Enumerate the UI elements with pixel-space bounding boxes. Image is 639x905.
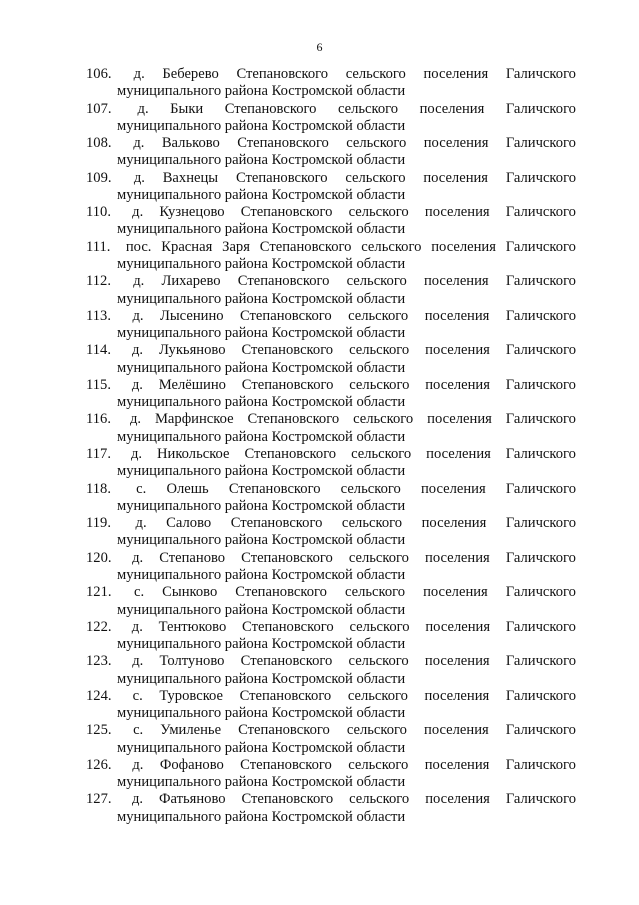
item-word: сельского [349,376,410,393]
item-word: Галичского [505,100,576,117]
list-item-continuation: муниципального района Костромской области [117,774,406,791]
item-word: поселения [423,135,489,152]
item-word: Галичского [505,653,576,670]
item-word: Сынково [162,584,218,601]
item-word: поселения [425,342,490,359]
item-word: с. [133,722,144,739]
item-word: поселения [423,169,489,186]
item-word: Галичского [505,307,576,324]
item-word: д. [129,411,142,428]
settlement-list [86,66,576,826]
item-word: Беберево [162,66,219,82]
item-word: Степановского [240,653,333,670]
item-word: Степановского [228,480,321,497]
list-item-first-line [86,66,576,83]
list-item-continuation: муниципального района Костромской области [117,256,406,273]
list-item [86,619,576,654]
item-word: сельского [348,204,409,221]
item-word: Галичского [505,446,576,463]
item-word: Степановского [259,238,352,255]
list-item-continuation: муниципального района Костромской области [117,152,406,169]
list-item [86,66,576,101]
item-word: Умиленье [160,722,222,739]
item-number: 110. [86,204,111,221]
page-number: 6 [316,40,323,54]
item-word: сельского [346,135,407,152]
list-item-first-line [86,791,576,808]
list-item-continuation: муниципального района Костромской области [117,636,406,653]
item-word: сельского [344,584,406,601]
item-number: 123. [86,653,112,670]
item-word: д. [133,66,145,82]
item-word: д. [133,169,145,186]
list-item-first-line [86,515,576,532]
item-word: д. [135,515,147,532]
item-word: Степановского [238,722,330,739]
item-word: поселения [424,687,490,704]
item-word: Лихарево [161,273,221,290]
item-word: сельского [347,687,408,704]
item-word: сельского [345,66,406,82]
item-word: сельского [340,480,401,497]
item-word: д. [131,791,144,808]
item-word: Галичского [505,169,576,186]
list-item [86,308,576,343]
item-word: Галичского [505,515,576,532]
item-number: 124. [86,687,112,704]
item-word: Степановского [240,204,333,221]
list-item [86,239,576,274]
item-word: Степановского [235,169,328,186]
item-number: 111. [86,238,111,255]
item-word: Степановского [240,756,332,773]
list-item-continuation: муниципального района Костромской области [117,325,406,342]
item-word: Толтуново [159,653,225,670]
list-item-continuation: муниципального района Костромской области [117,290,406,307]
item-word: Степановского [230,515,323,532]
item-word: поселения [431,238,496,255]
item-word: поселения [424,307,490,324]
item-word: Степановского [236,66,329,82]
item-number: 116. [86,411,111,428]
item-word: с. [134,584,145,601]
item-word: Галичского [505,238,576,255]
item-word: Галичского [505,480,576,497]
list-item-first-line [86,584,576,601]
item-number: 120. [86,549,112,566]
item-word: Степановского [241,791,334,808]
list-item-first-line [86,722,576,739]
list-item-continuation: муниципального района Костромской области [117,117,406,134]
item-word: Галичского [505,687,576,704]
item-word: поселения [425,791,490,808]
item-word: сельского [349,618,410,635]
item-word: сельского [346,273,407,290]
item-word: Галичского [505,411,576,428]
item-word: Степановского [247,411,340,428]
item-word: Галичского [505,204,576,221]
list-item [86,377,576,412]
item-word: Степановского [235,584,327,601]
item-number: 127. [86,791,112,808]
item-word: поселения [423,66,489,82]
list-item-continuation: муниципального района Костромской области [117,808,406,825]
item-word: Салово [166,515,212,532]
item-word: Галичского [505,273,576,290]
item-word: сельского [345,169,406,186]
item-number: 119. [86,515,111,532]
item-word: Фофаново [159,756,224,773]
item-word: поселения [423,584,488,601]
item-word: поселения [425,549,490,566]
item-word: Мелёшино [158,376,226,393]
item-word: д. [133,273,145,290]
list-item-continuation: муниципального района Костромской области [117,670,406,687]
item-word: поселения [426,446,491,463]
item-word: с. [136,480,147,497]
item-word: сельского [348,307,409,324]
item-number: 109. [86,169,112,186]
item-number: 107. [86,100,112,117]
item-word: Степановского [242,618,334,635]
list-item-continuation: муниципального района Костромской области [117,463,406,480]
item-word: с. [132,687,143,704]
list-item [86,688,576,723]
item-word: Степаново [159,549,226,566]
list-item-continuation: муниципального района Костромской области [117,497,406,514]
item-word: Олешь [166,480,209,497]
item-word: сельского [348,653,409,670]
list-item-continuation: муниципального района Костромской области [117,394,406,411]
item-word: Степановского [241,342,334,359]
item-word: д. [132,307,144,324]
item-number: 122. [86,618,112,635]
item-word: Степановского [237,135,329,152]
item-number: 112. [86,273,111,290]
list-item-continuation: муниципального района Костромской области [117,221,406,238]
list-item-continuation: муниципального района Костромской области [117,601,406,618]
list-item [86,135,576,170]
item-word: Степановского [241,549,333,566]
item-word: Красная [161,238,213,255]
item-word: Галичского [505,756,576,773]
list-item [86,757,576,792]
list-item-first-line [86,481,576,498]
item-word: д. [131,376,143,393]
item-word: поселения [425,376,490,393]
item-word: Тентюково [158,618,227,635]
item-word: Степановского [244,446,337,463]
item-word: Вахнецы [162,169,219,186]
item-word: сельского [348,549,409,566]
item-word: Быки [170,100,204,117]
item-word: сельского [348,756,409,773]
list-item-first-line [86,757,576,774]
item-word: Галичского [505,66,576,82]
item-word: поселения [423,273,489,290]
item-word: д. [132,653,144,670]
item-number: 108. [86,135,112,152]
item-word: Галичского [505,584,576,601]
item-word: сельского [349,791,410,808]
item-word: поселения [424,653,490,670]
item-word: Кузнецово [159,204,225,221]
item-word: сельского [351,446,412,463]
item-number: 118. [86,480,111,497]
list-item-first-line [86,411,576,428]
item-word: сельского [346,722,407,739]
list-item [86,653,576,688]
item-word: сельского [341,515,403,532]
list-item [86,515,576,550]
item-word: Степановского [239,687,332,704]
list-item-first-line [86,377,576,394]
list-item [86,481,576,516]
item-word: поселения [424,722,489,739]
item-word: д. [131,618,143,635]
item-word: Вальково [161,135,220,152]
list-item-continuation: муниципального района Костромской области [117,532,406,549]
item-word: поселения [424,756,490,773]
list-item [86,342,576,377]
item-word: поселения [424,204,490,221]
item-word: д. [132,204,144,221]
item-number: 117. [86,446,111,463]
item-word: Фатьяново [158,791,226,808]
item-word: поселения [421,515,487,532]
list-item [86,170,576,205]
list-item-first-line [86,619,576,636]
item-number: 126. [86,756,112,773]
item-word: д. [133,135,145,152]
list-item [86,101,576,136]
list-item [86,550,576,585]
item-word: д. [137,100,149,117]
item-word: поселения [419,100,485,117]
item-word: поселения [425,618,491,635]
list-item-continuation: муниципального района Костромской области [117,739,406,756]
item-word: д. [132,756,144,773]
list-item [86,791,576,826]
list-item-first-line [86,342,576,359]
item-word: Лысенино [159,307,224,324]
list-item [86,722,576,757]
list-item [86,446,576,481]
item-word: Галичского [505,376,576,393]
list-item-first-line [86,273,576,290]
item-word: Галичского [505,722,576,739]
item-number: 115. [86,376,111,393]
item-number: 113. [86,307,111,324]
list-item-first-line [86,446,576,463]
item-word: Лукьяново [159,342,226,359]
item-word: Степановского [240,307,332,324]
item-word: Степановского [237,273,330,290]
list-item-first-line [86,204,576,221]
item-word: пос. [125,238,152,255]
item-word: Никольское [156,446,230,463]
list-item-first-line [86,170,576,187]
item-word: сельского [361,238,422,255]
list-item-continuation: муниципального района Костромской области [117,566,406,583]
list-item-continuation: муниципального района Костромской области [117,705,406,722]
item-word: д. [130,446,143,463]
item-word: Галичского [505,135,576,152]
list-item [86,411,576,446]
item-word: Марфинское [154,411,234,428]
item-number: 121. [86,584,112,601]
list-item-first-line [86,308,576,325]
list-item-first-line [86,239,576,256]
item-word: поселения [420,480,486,497]
item-word: Степановского [224,100,317,117]
item-word: Галичского [505,618,576,635]
list-item-first-line [86,688,576,705]
item-word: Галичского [505,549,576,566]
list-item-first-line [86,101,576,118]
list-item-first-line [86,550,576,567]
list-item-first-line [86,135,576,152]
list-item [86,584,576,619]
list-item-continuation: муниципального района Костромской области [117,83,406,100]
item-word: поселения [427,411,492,428]
item-number: 114. [86,342,111,359]
item-word: д. [131,342,144,359]
item-word: Галичского [505,791,576,808]
item-number: 125. [86,722,112,739]
item-word: сельского [353,411,414,428]
item-word: д. [132,549,144,566]
list-item-first-line [86,653,576,670]
item-word: Степановского [241,376,334,393]
item-number: 106. [86,66,112,82]
item-word: Галичского [505,342,576,359]
list-item-continuation: муниципального района Костромской области [117,359,406,376]
list-item-continuation: муниципального района Костромской области [117,428,406,445]
list-item-continuation: муниципального района Костромской области [117,186,406,203]
item-word: сельского [337,100,399,117]
list-item [86,204,576,239]
item-word: сельского [349,342,410,359]
list-item [86,273,576,308]
item-word: Заря [222,238,250,255]
item-word: Туровское [159,687,223,704]
